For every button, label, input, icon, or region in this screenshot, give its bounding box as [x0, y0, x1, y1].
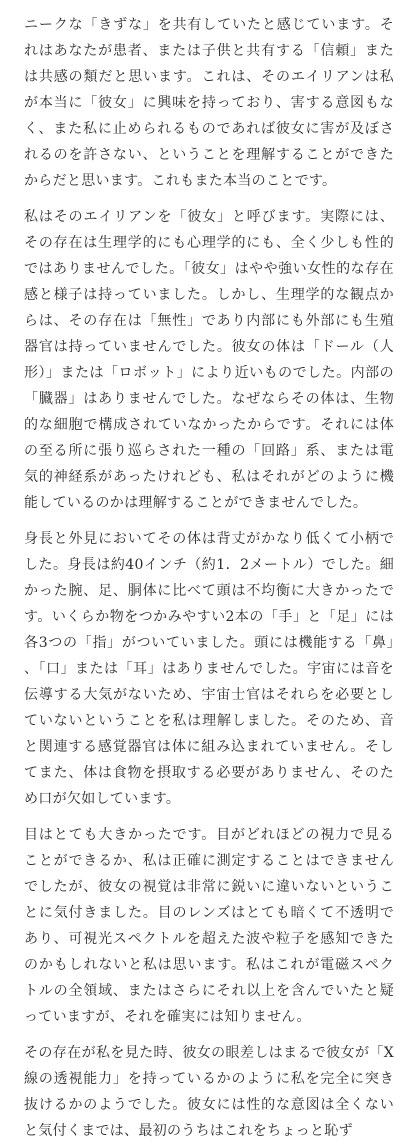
paragraph-5: その存在が私を見た時、彼女の眼差しはまるで彼女が「X線の透視能力」を持っているかのように私を完全に突き抜けるかのようでした。彼女には性的な意図は全くないと気付くまでは、最初のうちはこれをちょっと恥ず: [24, 1045, 394, 1139]
paragraph-3: 身長と外見においてその体は背丈がかなり低くて小柄でした。身長は約40インチ（約1．2メートル）でした。細かった腕、足、胴体に比べて頭は不均衡に大きかったです。いくらか物をつかみやすい2本の「手」と「足」には各3つの「指」がついていました。頭には機能する「鼻」、「口」または「耳」はありませんでした。宇宙には音を伝導する大気がないため、宇宙士官はそれらを必要としていないということを私は理解しました。そのため、音と関連する感覚器官は体に組み込まれていません。そしてまた、体は食物を摂取する必要がありません、そのため口が欠如しています。: [24, 531, 394, 807]
paragraph-2: 私はそのエイリアンを「彼女」と呼びます。実際には、その存在は生理学的にも心理学的にも、全く少しも性的ではありませんでした。「彼女」はやや強い女性的な存在感と様子は持っていました。しかし、生理学的な観点からは、その存在は「無性」であり内部にも外部にも生殖器官は持っていませんでした。彼女の体は「ドール（人形）」または「ロボット」により近いものでした。内部の「臓器」はありませんでした。なぜならその体は、生物的な細胞で構成されていなかったからです。それには体の至る所に張り巡らされた一種の「回路」系、または電気的神経系があったけれども、私はそれがどのように機能しているのかは理解することができませんでした。: [24, 209, 394, 511]
paragraph-1: ニークな「きずな」を共有していたと感じています。それはあなたが患者、または子供と共有する「信頼」または共感の類だと思います。これは、そのエイリアンは私が本当に「彼女」に興味を持っており、害する意図もなく、また私に止められるものであれば彼女に害が及ぼされるのを許さない、ということを理解することができたからだと思います。これもまた本当のことです。: [24, 17, 394, 189]
paragraph-4: 目はとても大きかったです。目がどれほどの視力で見ることができるか、私は正確に測定することはできませんでしたが、彼女の視覚は非常に鋭いに違いないということに気付きました。目のレンズはとても暗くて不透明であり、可視光スペクトルを超えた波や粒子を感知できたのかもしれないと私は思います。私はこれが電磁スペクトルの全領域、またはさらにそれ以上を含んでいたと疑っていますが、それを確実には知りません。: [24, 827, 394, 1025]
